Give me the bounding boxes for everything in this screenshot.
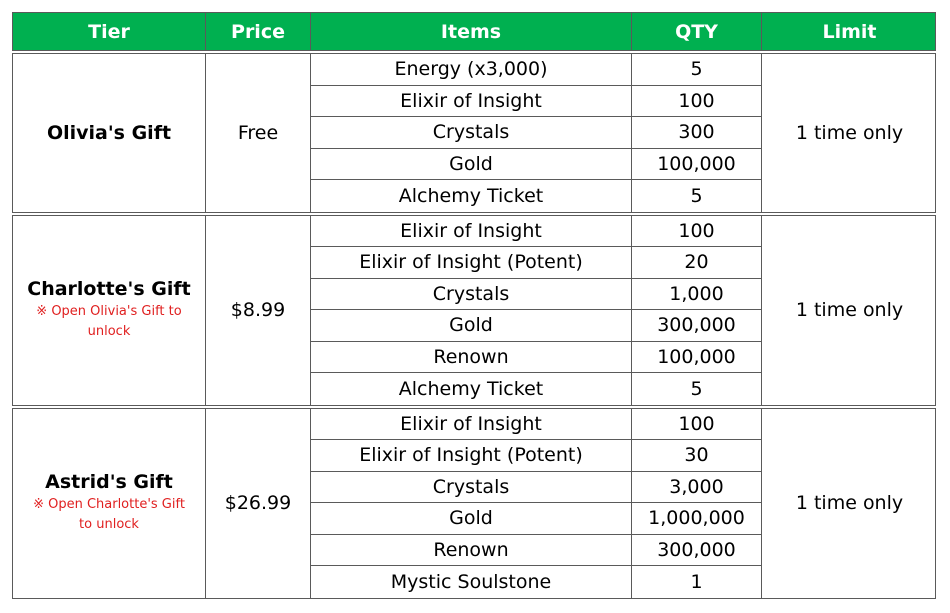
item-qty: 100,000 [632, 149, 761, 181]
unlock-note: ※ Open Charlotte's Gift to unlock [33, 497, 185, 532]
items-column [311, 216, 632, 405]
price-cell [206, 216, 311, 405]
item-name: Renown [311, 535, 631, 567]
item-name: Energy (x3,000) [311, 54, 631, 86]
item-name: Crystals [311, 279, 631, 311]
item-qty: 20 [632, 247, 761, 279]
limit-value: 1 time only [795, 121, 904, 144]
limit-value: 1 time only [795, 492, 904, 514]
price-value: Free [237, 121, 279, 144]
item-qty: 30 [632, 440, 761, 472]
tier-name: Olivia's Gift [46, 121, 172, 144]
limit-value: 1 time only [795, 299, 904, 321]
tier-cell [13, 54, 206, 212]
header-qty: QTY [632, 13, 762, 50]
item-qty: 300,000 [632, 535, 761, 567]
limit-cell [762, 216, 937, 405]
items-column [311, 54, 632, 212]
item-name: Gold [311, 149, 631, 181]
items-column [311, 409, 632, 598]
item-name: Gold [311, 503, 631, 535]
price-value: $26.99 [224, 492, 292, 514]
limit-cell [762, 54, 937, 212]
item-qty: 3,000 [632, 472, 761, 504]
item-qty: 100 [632, 216, 761, 248]
qty-column [632, 216, 762, 405]
header-limit: Limit [822, 20, 877, 43]
item-name: Crystals [311, 472, 631, 504]
item-name: Crystals [311, 117, 631, 149]
unlock-note: ※ Open Olivia's Gift to unlock [36, 304, 182, 339]
header-tier: Tier [13, 13, 206, 50]
tier-block [12, 408, 936, 599]
item-qty: 100,000 [632, 342, 761, 374]
tier-name: Charlotte's Gift [27, 278, 191, 300]
item-name: Elixir of Insight [311, 86, 631, 118]
item-name: Elixir of Insight [311, 409, 631, 441]
item-name: Elixir of Insight [311, 216, 631, 248]
price-cell [206, 54, 311, 212]
item-name: Elixir of Insight (Potent) [311, 247, 631, 279]
item-qty: 1 [690, 570, 703, 593]
item-qty: 100 [632, 409, 761, 441]
item-qty: 300 [632, 117, 761, 149]
tier-list [12, 53, 936, 599]
header-items: Items [311, 13, 632, 50]
item-qty: 1,000 [632, 279, 761, 311]
qty-column [632, 409, 762, 598]
item-name: Gold [311, 310, 631, 342]
item-qty: 5 [690, 184, 703, 207]
tier-cell [13, 216, 206, 405]
tier-name: Astrid's Gift [45, 471, 173, 493]
item-qty: 300,000 [632, 310, 761, 342]
item-name: Mystic Soulstone [390, 570, 552, 593]
qty-column [632, 54, 762, 212]
table-header [12, 12, 936, 51]
item-qty: 5 [632, 54, 761, 86]
limit-cell [762, 409, 937, 598]
price-cell [206, 409, 311, 598]
item-name: Alchemy Ticket [398, 184, 544, 207]
header-price: Price [206, 13, 311, 50]
price-value: $8.99 [230, 299, 286, 321]
item-qty: 100 [632, 86, 761, 118]
item-qty: 5 [690, 377, 703, 400]
tier-block [12, 53, 936, 213]
item-name: Renown [311, 342, 631, 374]
item-qty: 1,000,000 [632, 503, 761, 535]
tier-block [12, 215, 936, 406]
gift-tier-table [12, 12, 936, 599]
item-name: Alchemy Ticket [398, 377, 544, 400]
tier-cell [13, 409, 206, 598]
item-name: Elixir of Insight (Potent) [311, 440, 631, 472]
